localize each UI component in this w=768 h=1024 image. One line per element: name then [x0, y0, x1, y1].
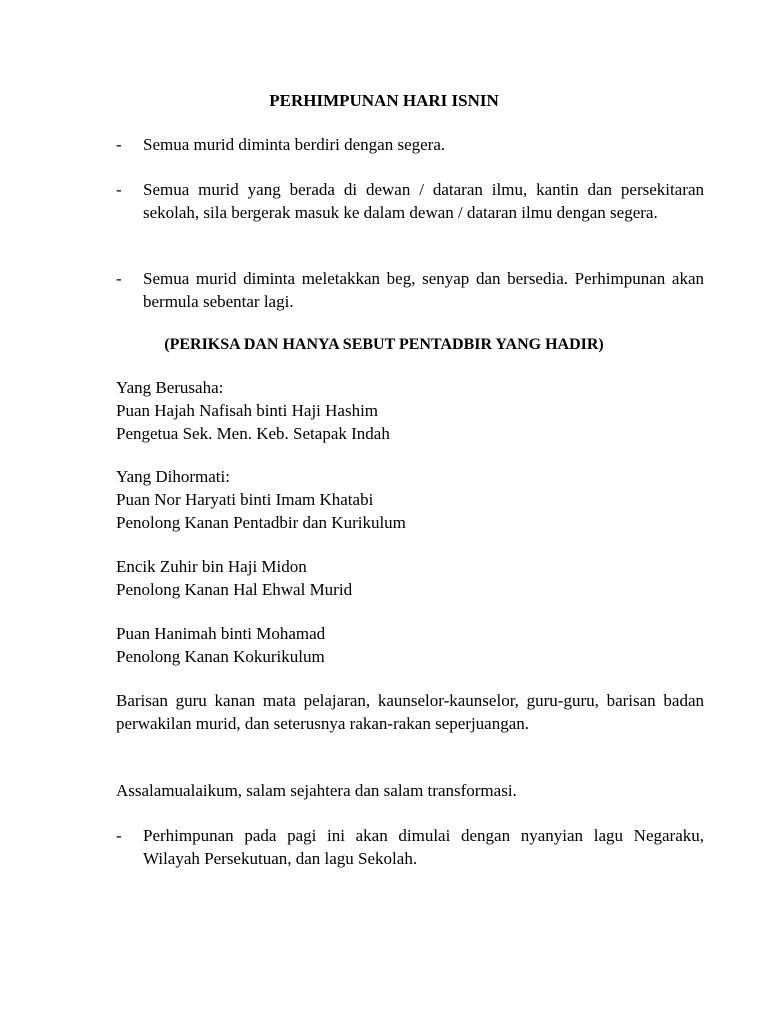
bullet-item — [116, 824, 704, 870]
salutation-line: Penolong Kanan Kokurikulum — [116, 647, 325, 666]
salutation-line: Yang Berusaha: — [116, 378, 224, 397]
salutation-line: Puan Hajah Nafisah binti Haji Hashim — [116, 401, 379, 420]
bullet-dash: - — [116, 826, 122, 845]
bullet-item — [116, 267, 704, 313]
salutation-line: Puan Nor Haryati binti Imam Khatabi — [116, 490, 374, 509]
salutation-line: Penolong Kanan Pentadbir dan Kurikulum — [116, 513, 406, 532]
salutation-block — [116, 555, 704, 601]
salutation-line: Pengetua Sek. Men. Keb. Setapak Indah — [116, 424, 390, 443]
bullet-item — [116, 133, 704, 156]
salutation-block — [116, 465, 704, 534]
admin-notice: (PERIKSA DAN HANYA SEBUT PENTADBIR YANG HADIR) — [164, 336, 604, 353]
salutation-line: Puan Hanimah binti Mohamad — [116, 624, 326, 643]
salutation-line: Encik Zuhir bin Haji Midon — [116, 557, 307, 576]
salutation-line: Penolong Kanan Hal Ehwal Murid — [116, 580, 353, 599]
audience-paragraph: Barisan guru kanan mata pelajaran, kaunselor-kaunselor, guru-guru, barisan badan perwakilan murid, dan seterusnya rakan-rakan seperjuangan. — [116, 691, 704, 733]
bullet-text: Semua murid diminta berdiri dengan segera. — [143, 135, 446, 154]
bullet-dash: - — [116, 135, 122, 154]
greeting-paragraph: Assalamualaikum, salam sejahtera dan salam transformasi. — [116, 781, 517, 800]
bullet-dash: - — [116, 269, 122, 288]
bullet-text: Semua murid yang berada di dewan / dataran ilmu, kantin dan persekitaran sekolah, sila bergerak masuk ke dalam dewan / dataran ilmu dengan segera. — [143, 180, 704, 222]
document-title: PERHIMPUNAN HARI ISNIN — [269, 91, 499, 110]
salutation-block — [116, 622, 704, 668]
bullet-dash: - — [116, 180, 122, 199]
bullet-item — [116, 178, 704, 224]
bullet-text: Semua murid diminta meletakkan beg, senyap dan bersedia. Perhimpunan akan bermula sebentar lagi. — [143, 269, 704, 311]
salutation-line: Yang Dihormati: — [116, 467, 230, 486]
bullet-text: Perhimpunan pada pagi ini akan dimulai dengan nyanyian lagu Negaraku, Wilayah Persekutuan, dan lagu Sekolah. — [143, 826, 704, 868]
salutation-block — [116, 376, 704, 445]
